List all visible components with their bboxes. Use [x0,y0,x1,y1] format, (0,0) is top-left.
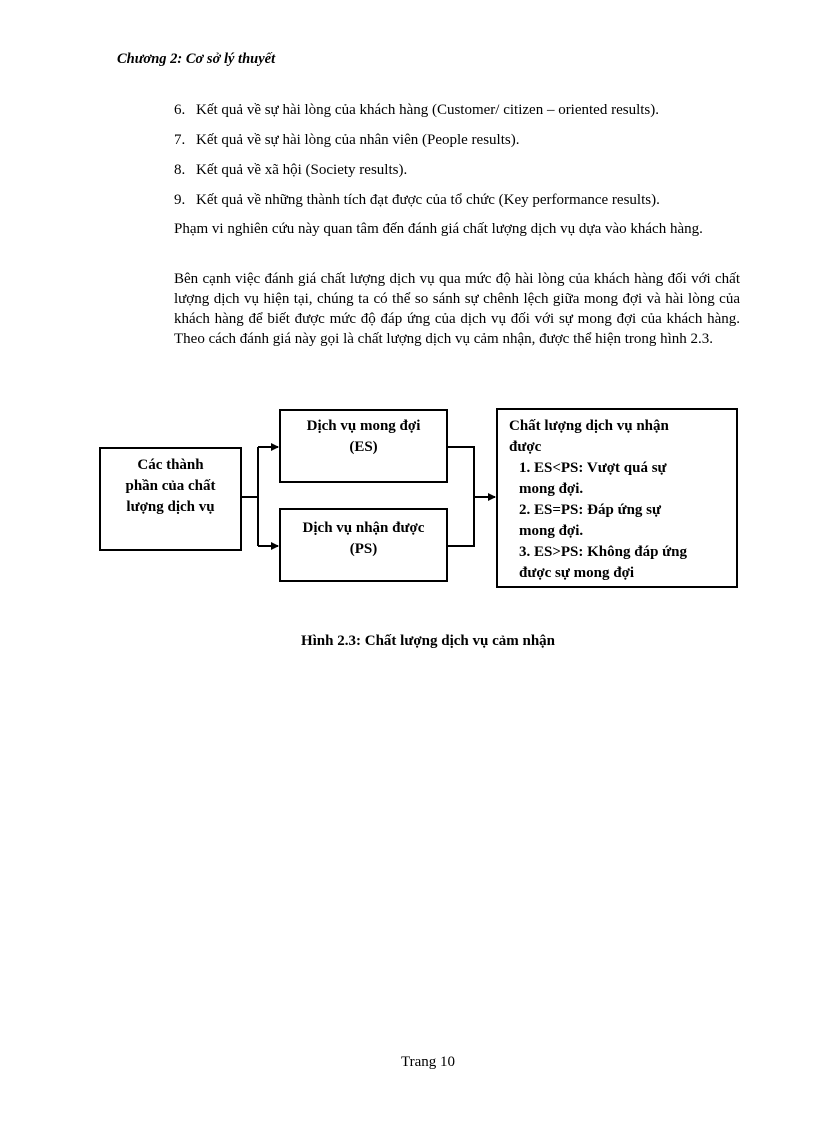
list-item-number: 6. [174,102,186,118]
list-item-number: 7. [174,132,186,148]
quality-item: mong đợi. [519,481,584,497]
quality-title: Chất lượng dịch vụ nhận [509,418,669,434]
expected-line: (ES) [349,439,378,455]
service-components-box [99,447,242,551]
quality-item: 1. ES<PS: Vượt quá sự [519,460,667,476]
split-connector [242,447,258,546]
merge-connector [448,447,474,546]
quality-item: được sự mong đợi [519,565,635,581]
quality-item: 2. ES=PS: Đáp ứng sự [519,502,662,518]
perceived-service-box [279,508,448,582]
list-item-number: 8. [174,162,186,178]
chapter-header: Chương 2: Cơ sở lý thuyết [117,51,276,67]
figure-caption: Hình 2.3: Chất lượng dịch vụ cảm nhận [300,633,556,649]
list-item-text: Kết quả về xã hội (Society results). [196,162,408,178]
comparison-paragraph: Bên cạnh việc đánh giá chất lượng dịch vụ qua mức độ hài lòng của khách hàng đối với chất lượng dịch vụ hiện tại, chúng ta có thể so sánh sự chênh lệch giữa mong đợi và hài lòng của khách hàng để biết được mức độ đáp ứng của dịch vụ đối với sự mong đợi của khách hàng. Theo cách đánh giá này gọi là chất lượng dịch vụ cảm nhận, được thể hiện trong hình 2.3. [174,271,740,347]
perceived-line: Dịch vụ nhận được [302,520,425,536]
quality-title: được [509,439,542,455]
list-item-text: Kết quả về sự hài lòng của nhân viên (People results). [196,132,520,148]
components-line: phần của chất [125,478,216,494]
list-item-number: 9. [174,192,186,208]
expected-line: Dịch vụ mong đợi [306,418,421,434]
list-item-text: Kết quả về sự hài lòng của khách hàng (Customer/ citizen – oriented results). [196,102,659,118]
quality-item: 3. ES>PS: Không đáp ứng [519,544,688,560]
perceived-line: (PS) [349,541,378,557]
perceived-quality-box [496,408,738,588]
expected-service-box [279,409,448,483]
page-number: Trang 10 [400,1054,456,1070]
quality-item: mong đợi. [519,523,584,539]
list-item-text: Kết quả về những thành tích đạt được của tổ chức (Key performance results). [196,192,660,208]
components-line: lượng dịch vụ [126,499,215,515]
scope-paragraph: Phạm vi nghiên cứu này quan tâm đến đánh giá chất lượng dịch vụ dựa vào khách hàng. [174,221,703,237]
components-line: Các thành [137,457,204,473]
